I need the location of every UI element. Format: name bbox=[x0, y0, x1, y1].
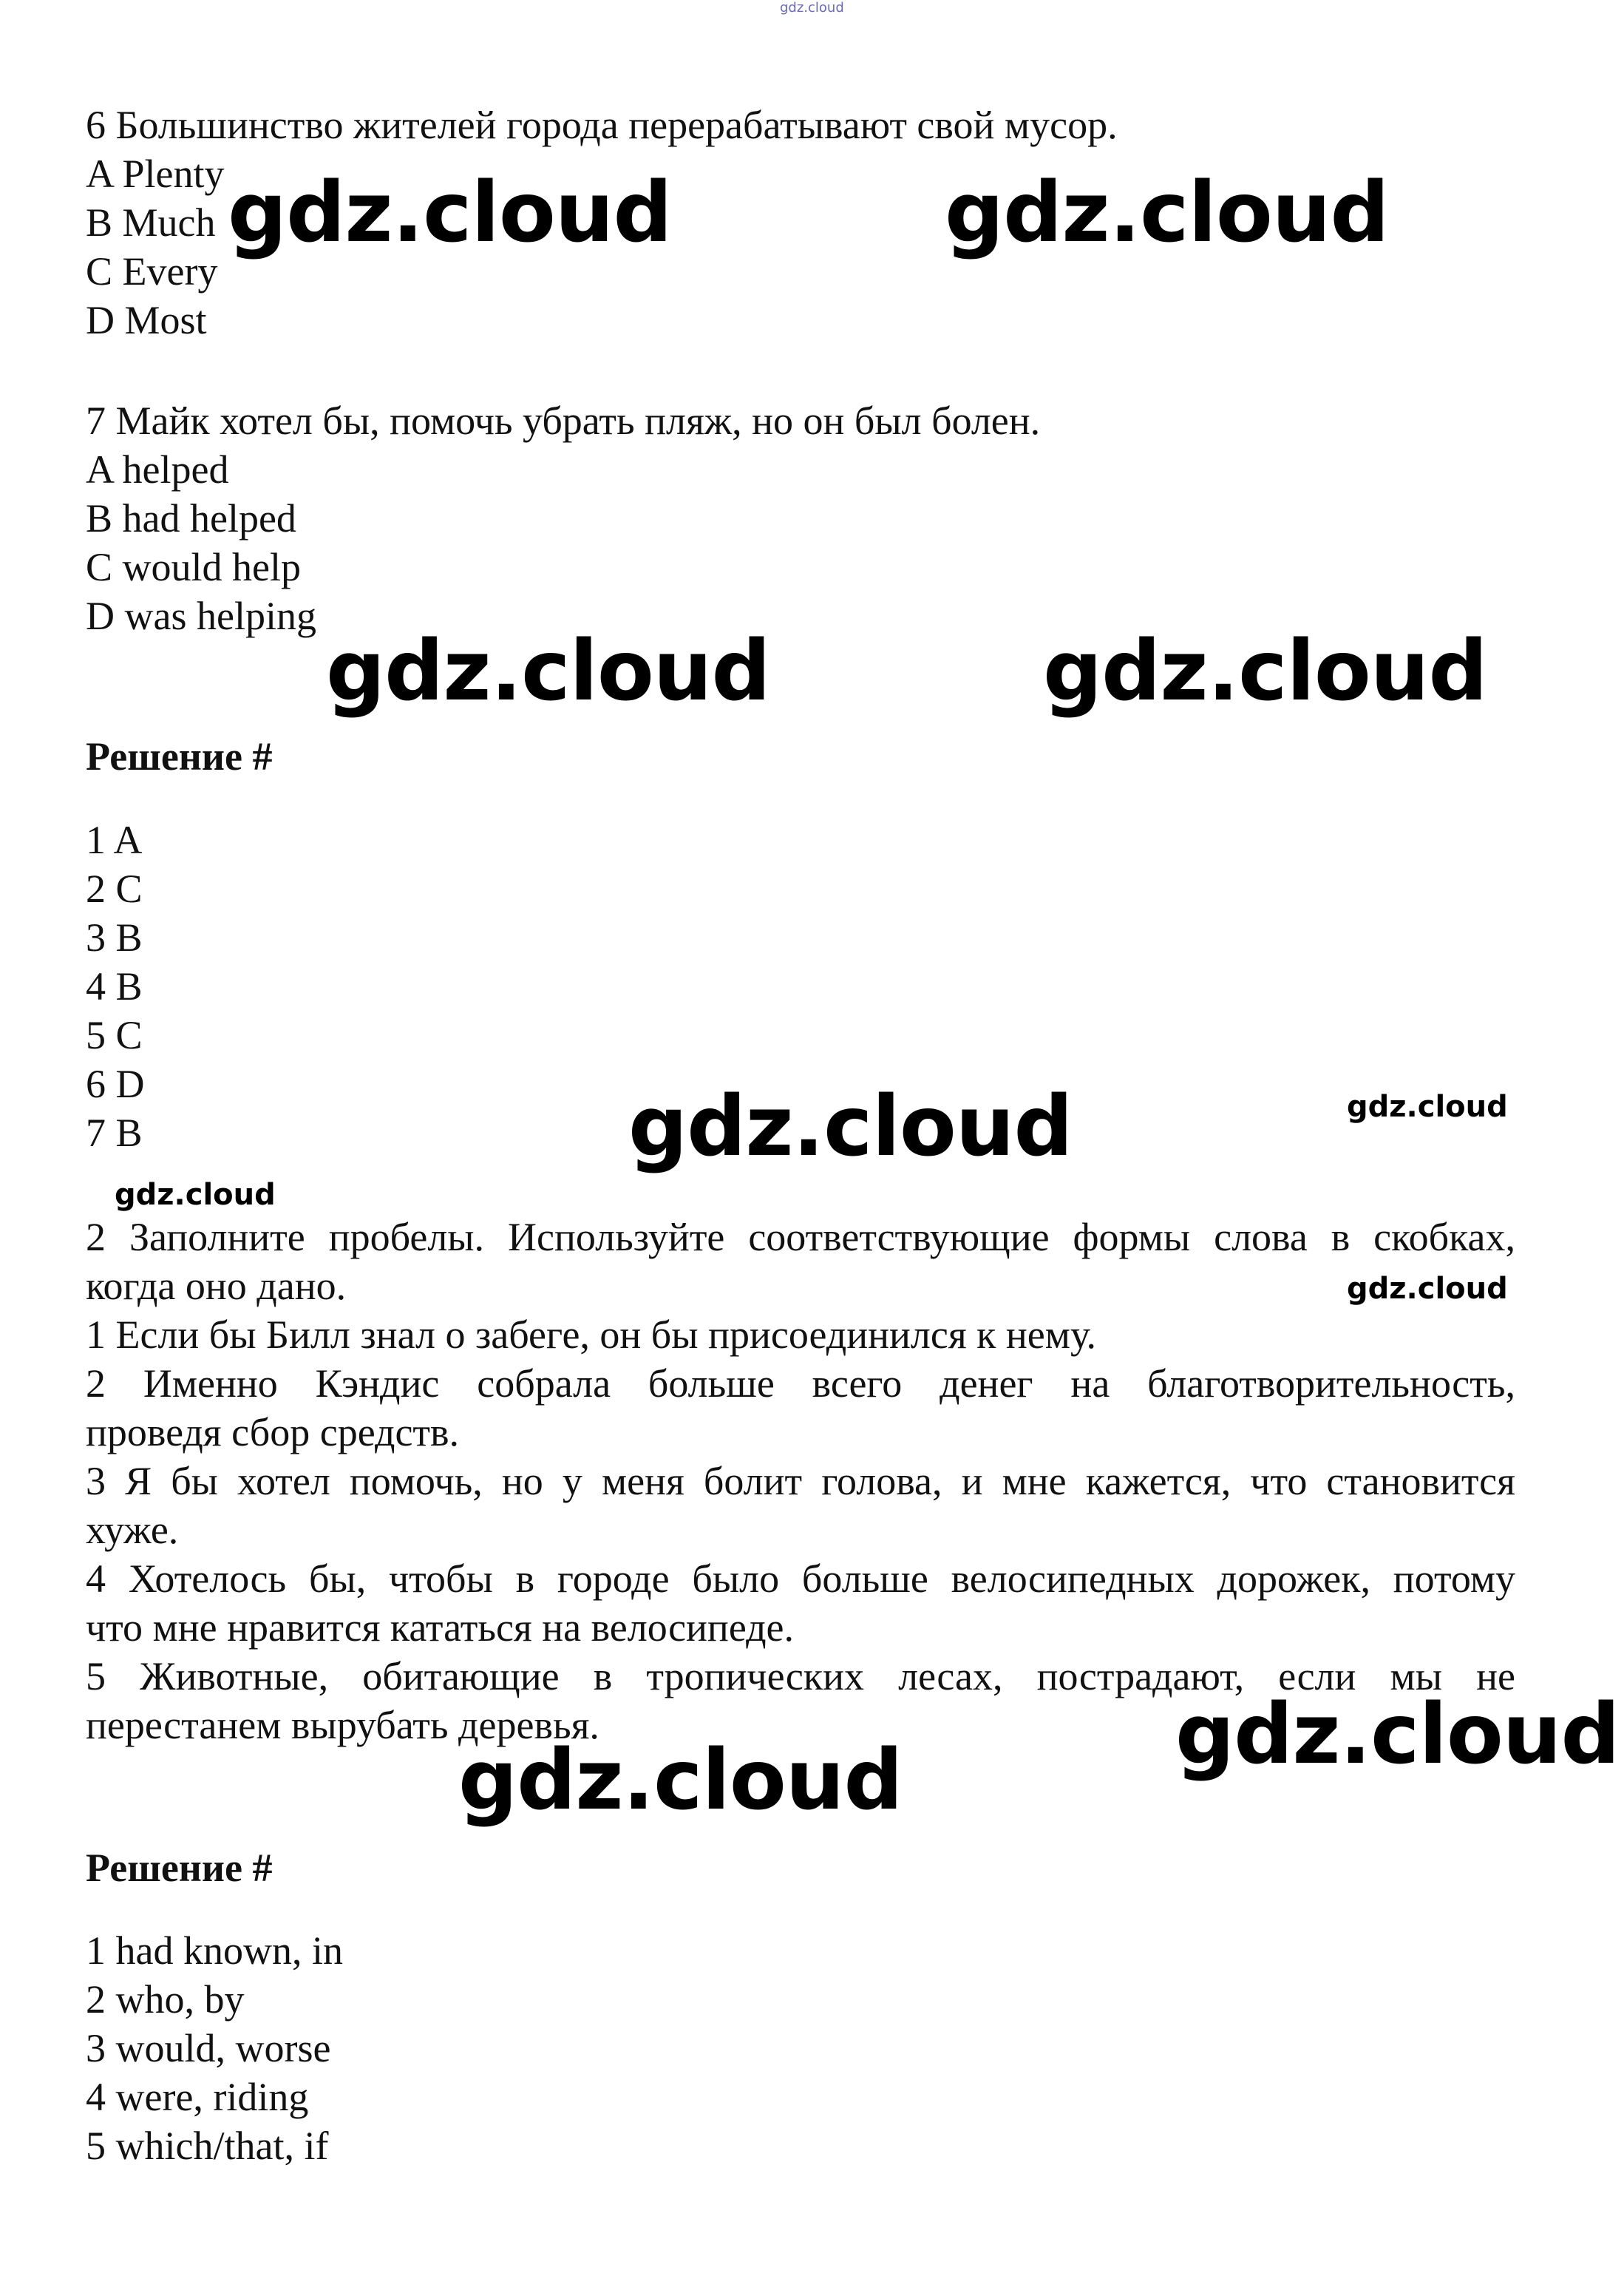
solution-2-answer-1: 1 had known, in bbox=[86, 1928, 343, 1973]
solution-1-answer-4: 4 B bbox=[86, 964, 143, 1009]
watermark-big-3: gdz.cloud bbox=[326, 623, 770, 719]
solution-2-heading: Решение # bbox=[86, 1846, 273, 1890]
watermark-big-2: gdz.cloud bbox=[945, 165, 1389, 261]
task-2-item-3-line-1: 3 Я бы хотел помочь, но у меня болит голова, и мне кажется, что становится bbox=[86, 1459, 1515, 1503]
solution-2-answer-3: 3 would, worse bbox=[86, 2026, 331, 2070]
question-6-option-a: A Plenty bbox=[86, 152, 225, 196]
solution-1-answer-2: 2 C bbox=[86, 867, 143, 911]
task-2-item-4-line-1: 4 Хотелось бы, чтобы в городе было больше велосипедных дорожек, потому bbox=[86, 1556, 1515, 1601]
task-2-instruction-line-2: когда оно дано. bbox=[86, 1264, 347, 1308]
solution-1-answer-6: 6 D bbox=[86, 1062, 145, 1106]
watermark-small-3: gdz.cloud bbox=[1347, 1272, 1508, 1306]
watermark-big-7: gdz.cloud bbox=[458, 1732, 903, 1829]
solution-2-answer-4: 4 were, riding bbox=[86, 2075, 309, 2119]
solution-2-answer-5: 5 which/that, if bbox=[86, 2124, 329, 2168]
question-6-option-b: B Much bbox=[86, 200, 216, 245]
task-2-item-5-line-1: 5 Животные, обитающие в тропических лесах, пострадают, если мы не bbox=[86, 1654, 1515, 1698]
solution-1-answer-5: 5 C bbox=[86, 1013, 143, 1057]
watermark-small-2: gdz.cloud bbox=[115, 1178, 276, 1212]
solution-2-answer-2: 2 who, by bbox=[86, 1977, 245, 2022]
solution-1-answer-7: 7 B bbox=[86, 1111, 143, 1155]
question-7-option-d: D was helping bbox=[86, 594, 316, 638]
question-7-option-a: A helped bbox=[86, 447, 229, 492]
question-7-option-c: C would help bbox=[86, 545, 301, 589]
question-6-option-d: D Most bbox=[86, 298, 207, 342]
task-2-item-2-line-2: проведя сбор средств. bbox=[86, 1410, 460, 1454]
task-2-item-1: 1 Если бы Билл знал о забеге, он бы присоединился к нему. bbox=[86, 1312, 1097, 1357]
task-2-item-3-line-2: хуже. bbox=[86, 1508, 179, 1552]
solution-1-answer-3: 3 B bbox=[86, 915, 143, 960]
question-7-prompt: 7 Майк хотел бы, помочь убрать пляж, но он был болен. bbox=[86, 399, 1041, 443]
task-2-item-5-line-2: перестанем вырубать деревья. bbox=[86, 1703, 599, 1747]
question-6-option-c: C Every bbox=[86, 249, 218, 294]
watermark-small-1: gdz.cloud bbox=[1347, 1090, 1508, 1124]
question-7-option-b: B had helped bbox=[86, 496, 296, 541]
watermark-big-5: gdz.cloud bbox=[628, 1079, 1073, 1175]
task-2-item-4-line-2: что мне нравится кататься на велосипеде. bbox=[86, 1605, 795, 1650]
question-6-prompt: 6 Большинство жителей города перерабатывают свой мусор. bbox=[86, 103, 1118, 147]
task-2-instruction-line-1: 2 Заполните пробелы. Используйте соответствующие формы слова в скобках, bbox=[86, 1215, 1515, 1259]
watermark-big-4: gdz.cloud bbox=[1043, 623, 1487, 719]
task-2-item-2-line-1: 2 Именно Кэндис собрала больше всего денег на благотворительность, bbox=[86, 1361, 1515, 1406]
watermark-top: gdz.cloud bbox=[780, 0, 844, 16]
solution-1-heading: Решение # bbox=[86, 734, 273, 779]
watermark-big-6: gdz.cloud bbox=[1175, 1687, 1620, 1783]
solution-1-answer-1: 1 A bbox=[86, 818, 143, 862]
watermark-big-1: gdz.cloud bbox=[228, 165, 672, 261]
